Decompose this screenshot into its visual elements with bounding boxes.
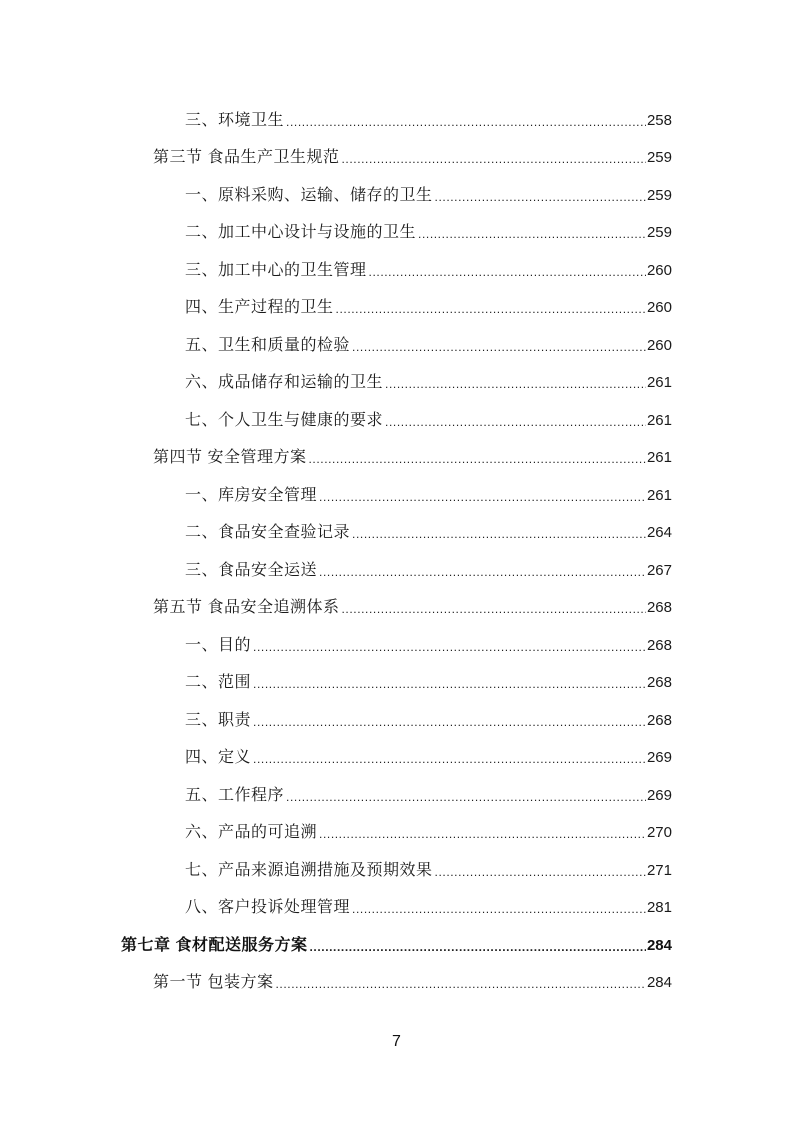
toc-entry-page: 261 xyxy=(646,411,672,429)
toc-entry-title: 一、库房安全管理 xyxy=(185,486,318,504)
toc-dot-leader xyxy=(319,487,646,507)
toc-entry[interactable] xyxy=(0,740,793,778)
toc-dot-leader xyxy=(253,712,646,732)
toc-entry-page: 271 xyxy=(646,861,672,879)
toc-entry[interactable] xyxy=(0,252,793,290)
toc-entry-title: 三、职责 xyxy=(185,711,252,729)
toc-entry-title: 七、个人卫生与健康的要求 xyxy=(185,411,384,429)
toc-entry-title: 第四节 安全管理方案 xyxy=(153,449,307,467)
toc-entry[interactable] xyxy=(0,290,793,328)
toc-entry[interactable] xyxy=(0,552,793,590)
toc-entry[interactable] xyxy=(0,852,793,890)
toc-entry[interactable] xyxy=(0,327,793,365)
toc-entry[interactable] xyxy=(0,777,793,815)
toc-entry-page: 268 xyxy=(646,636,672,654)
toc-entry-title: 四、生产过程的卫生 xyxy=(185,299,334,317)
toc-entry[interactable] xyxy=(0,890,793,928)
toc-entry[interactable] xyxy=(0,590,793,628)
toc-dot-leader xyxy=(341,149,646,169)
toc-dot-leader xyxy=(253,637,646,657)
toc-entry[interactable] xyxy=(0,102,793,140)
toc-dot-leader xyxy=(336,299,646,319)
toc-entry-title: 第三节 食品生产卫生规范 xyxy=(153,149,340,167)
toc-entry-title: 三、环境卫生 xyxy=(185,111,285,129)
toc-entry[interactable] xyxy=(0,177,793,215)
toc-dot-leader xyxy=(352,899,646,919)
toc-dot-leader xyxy=(319,562,646,582)
toc-dot-leader xyxy=(435,862,646,882)
toc-dot-leader xyxy=(418,224,646,244)
toc-entry-page: 261 xyxy=(646,449,672,467)
toc-entry-title: 六、产品的可追溯 xyxy=(185,824,318,842)
toc-entry-page: 264 xyxy=(646,524,672,542)
toc-entry[interactable] xyxy=(0,665,793,703)
toc-entry-page: 267 xyxy=(646,561,672,579)
table-of-contents xyxy=(0,102,793,1002)
toc-entry-title: 二、食品安全查验记录 xyxy=(185,524,351,542)
toc-dot-leader xyxy=(341,599,646,619)
toc-entry-page: 270 xyxy=(646,824,672,842)
toc-entry-page: 261 xyxy=(646,486,672,504)
toc-entry-page: 261 xyxy=(646,374,672,392)
toc-entry-page: 268 xyxy=(646,599,672,617)
toc-entry-page: 268 xyxy=(646,711,672,729)
toc-entry-page: 269 xyxy=(646,749,672,767)
toc-entry-page: 258 xyxy=(646,111,672,129)
toc-entry-title: 五、卫生和质量的检验 xyxy=(185,336,351,354)
toc-entry[interactable] xyxy=(0,627,793,665)
toc-entry[interactable] xyxy=(0,702,793,740)
toc-dot-leader xyxy=(286,112,646,132)
toc-entry-title: 第七章 食材配送服务方案 xyxy=(121,936,308,954)
toc-entry-page: 260 xyxy=(646,261,672,279)
toc-entry-title: 七、产品来源追溯措施及预期效果 xyxy=(185,861,433,879)
toc-entry[interactable] xyxy=(0,215,793,253)
toc-entry-title: 三、食品安全运送 xyxy=(185,561,318,579)
toc-entry-page: 269 xyxy=(646,786,672,804)
toc-dot-leader xyxy=(253,674,646,694)
toc-entry-title: 第一节 包装方案 xyxy=(153,974,274,992)
toc-dot-leader xyxy=(385,374,646,394)
toc-entry-title: 第五节 食品安全追溯体系 xyxy=(153,599,340,617)
toc-entry-title: 四、定义 xyxy=(185,749,252,767)
toc-entry-page: 268 xyxy=(646,674,672,692)
toc-entry[interactable] xyxy=(0,402,793,440)
toc-entry-title: 一、原料采购、运输、储存的卫生 xyxy=(185,186,433,204)
toc-dot-leader xyxy=(352,524,646,544)
toc-dot-leader xyxy=(286,787,646,807)
toc-entry-page: 260 xyxy=(646,299,672,317)
toc-entry[interactable] xyxy=(0,965,793,1003)
toc-dot-leader xyxy=(369,262,646,282)
toc-dot-leader xyxy=(275,974,646,994)
toc-entry-title: 二、加工中心设计与设施的卫生 xyxy=(185,224,417,242)
toc-entry-title: 五、工作程序 xyxy=(185,786,285,804)
toc-dot-leader xyxy=(308,449,646,469)
toc-dot-leader xyxy=(435,187,646,207)
toc-dot-leader xyxy=(385,412,646,432)
toc-entry-page: 284 xyxy=(646,974,672,992)
toc-entry-page: 259 xyxy=(646,149,672,167)
toc-dot-leader xyxy=(319,824,646,844)
toc-entry[interactable] xyxy=(0,140,793,178)
toc-entry-title: 一、目的 xyxy=(185,636,252,654)
toc-dot-leader xyxy=(352,337,646,357)
page-number: 7 xyxy=(392,1033,401,1050)
toc-entry[interactable] xyxy=(0,515,793,553)
toc-entry-page: 281 xyxy=(646,899,672,917)
toc-entry-title: 三、加工中心的卫生管理 xyxy=(185,261,367,279)
toc-entry-page: 284 xyxy=(646,936,672,954)
toc-entry[interactable] xyxy=(0,477,793,515)
toc-dot-leader xyxy=(309,937,646,957)
toc-entry-title: 二、范围 xyxy=(185,674,252,692)
toc-entry-page: 259 xyxy=(646,224,672,242)
toc-entry[interactable] xyxy=(0,440,793,478)
toc-entry-title: 八、客户投诉处理管理 xyxy=(185,899,351,917)
toc-dot-leader xyxy=(253,749,646,769)
toc-entry-page: 260 xyxy=(646,336,672,354)
toc-entry[interactable] xyxy=(0,365,793,403)
toc-entry-chapter[interactable] xyxy=(0,927,793,965)
toc-entry[interactable] xyxy=(0,815,793,853)
toc-entry-page: 259 xyxy=(646,186,672,204)
toc-entry-title: 六、成品储存和运输的卫生 xyxy=(185,374,384,392)
